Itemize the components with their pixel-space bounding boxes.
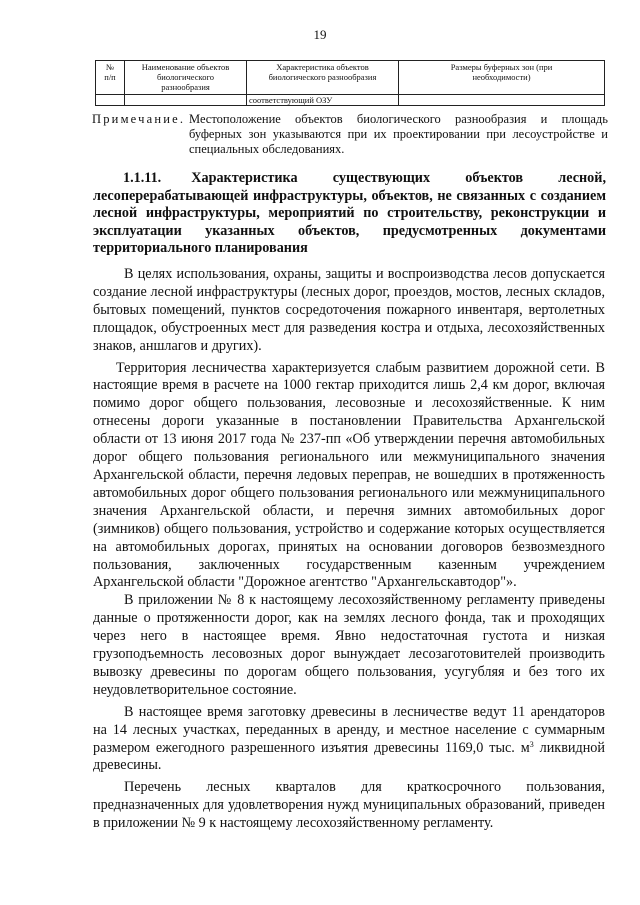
table-header-row xyxy=(96,61,605,95)
table-note xyxy=(92,112,608,157)
paragraph: В настоящее время заготовку древесины в лесничестве ведут 11 арендаторов на 14 лесных участках, переданных в аренду, и местное население с суммарным размером ежегодного разрешенного изъятия древесины 1169,0 тыс. $м^3$ ликвидной древесины. xyxy=(93,703,605,774)
header-characteristic: Характеристика объектов биологического разнообразия xyxy=(247,61,399,95)
paragraph: Перечень лесных кварталов для краткосрочного пользования, предназначенных для удовлетворения нужд муниципальных образований, приведен в приложении № 9 к настоящему лесохозяйственному регламенту. xyxy=(93,779,605,832)
section-title: Характеристика существующих объектов лесной, лесоперерабатывающей инфраструктуры, объектов, не связанных с созданием лесной инфраструктуры, мероприятий по строительству, реконструкции и эксплуатации указанных объектов, предусмотренных документами территориального планирования xyxy=(93,170,606,257)
header-number: № п/п xyxy=(96,61,125,95)
page-number: 19 xyxy=(313,27,327,42)
section-heading xyxy=(93,170,606,258)
note-label: Примечание. xyxy=(92,112,186,126)
section-number: 1.1.11. xyxy=(123,170,162,186)
table-cell: соответствующий ОЗУ xyxy=(247,95,399,106)
header-object-name: Наименование объектов биологического разнообразия xyxy=(125,61,247,95)
paragraph: Территория лесничества характеризуется слабым развитием дорожной сети. В настоящие время в расчете на 1000 гектар приходится лишь 2,4 км дорог, включая помимо дорог общего пользования, лесовозные и лесохозяйственные. К ним отнесены дороги указанные в постановлении Правительства Архангельской области от 13 июня 2017 года № 237-пп «Об утверждении перечня автомобильных дорог общего пользования регионального или межмуниципального значения Архангельской области, перечня ледовых переправ, не вошедших в протяженность автомобильных дорог общего пользования регионального или межмуниципального значения Архангельской области, и перечня зимних автомобильных дорог (зимников) общего пользования, устройство и содержание которых осуществляется на автомобильных дорогах, принятых на основании договоров безвозмездного пользования, заключенных государственным казенным учреждением Архангельской области "Дорожное агентство "Архангельскавтодор"». xyxy=(93,359,605,591)
header-buffer-zone: Размеры буферных зон (при необходимости) xyxy=(399,61,605,95)
note-text: Местоположение объектов биологического разнообразия и площадь буферных зон указываются при их проектировании при лесоустройстве и специальных обследованиях. xyxy=(189,112,608,156)
biodiversity-table xyxy=(95,60,605,106)
table-row xyxy=(96,95,605,106)
paragraph: В приложении № 8 к настоящему лесохозяйственному регламенту приведены данные о протяженности дорог, как на землях лесного фонда, так и проходящих через него в настоящее время. Явно недостаточная густота и низкая грузоподъемность лесовозных дорог вынуждает лесозаготовителей производить вывозку древесины по дорогам общего пользования, усугубляя и без того их неудовлетворительное состояние. xyxy=(93,592,605,698)
paragraph: В целях использования, охраны, защиты и воспроизводства лесов допускается создание лесной инфраструктуры (лесных дорог, проездов, мостов, лесных складов, бытовых помещений, пунктов сосредоточения пожарного инвентаря, вертолетных площадок, обустроенных мест для разведения костра и отдыха, лесохозяйственных знаков, аншлагов и других). xyxy=(93,266,605,354)
table-cell xyxy=(96,95,125,106)
table-cell xyxy=(399,95,605,106)
body-text xyxy=(93,266,605,833)
table-cell xyxy=(125,95,247,106)
